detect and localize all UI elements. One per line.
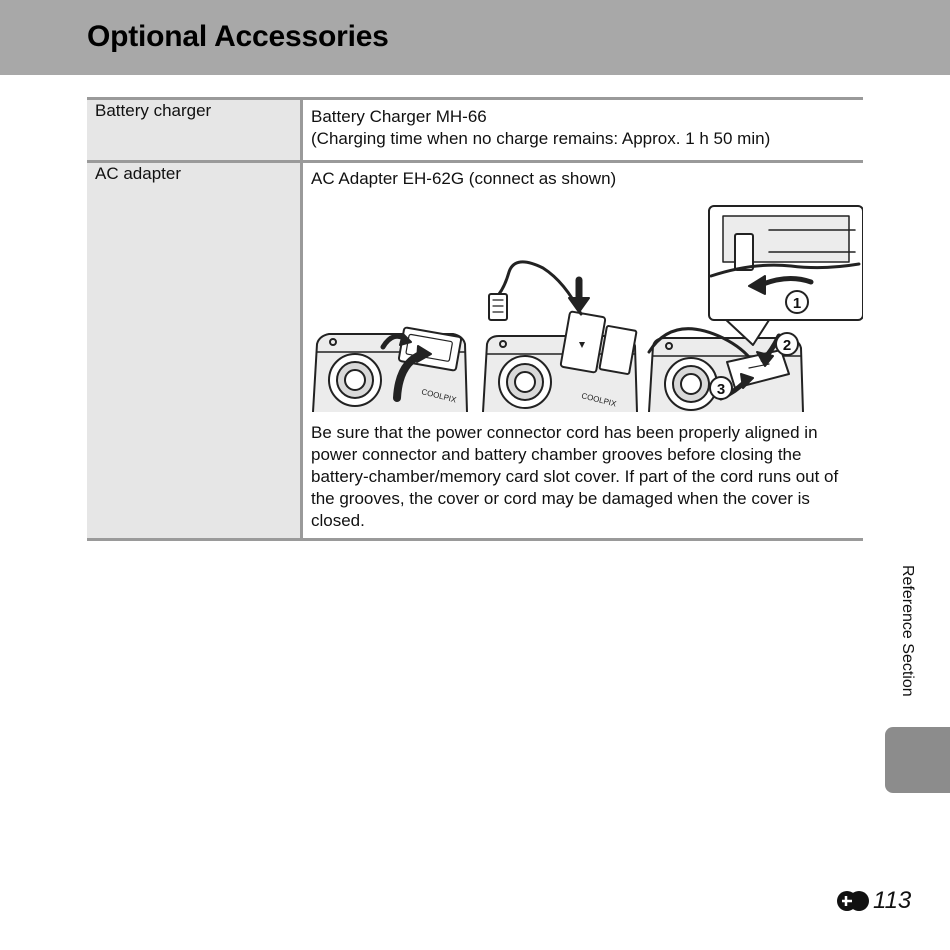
- side-tab-label: Reference Section: [899, 565, 916, 697]
- page-number-text: 113: [873, 887, 912, 914]
- side-tab: [885, 727, 950, 793]
- inset-detail-view: [709, 206, 863, 345]
- description-line: AC Adapter EH-62G (connect as shown): [311, 169, 617, 188]
- page-title: Optional Accessories: [87, 20, 389, 53]
- step-1-mark: 1: [792, 295, 802, 312]
- ac-adapter-connection-illustration: [303, 202, 863, 412]
- reference-section-e-icon: [836, 890, 870, 912]
- step-3-mark: 3: [716, 381, 726, 398]
- connection-note: Be sure that the power connector cord has been properly aligned in power connector and battery chamber grooves before closing the battery-chamber/memory card slot cover. If part of the cord runs out of the grooves, the cover or cord may be damaged when the cover is closed.: [311, 423, 839, 530]
- camera-open-cover: [313, 327, 467, 412]
- row-label: AC adapter: [87, 162, 302, 540]
- row-description: [302, 162, 864, 540]
- page-header: [0, 0, 950, 75]
- row-label: Battery charger: [87, 99, 302, 162]
- camera-brand-text: COOLPIX: [580, 391, 618, 409]
- camera-brand-text: COOLPIX: [420, 387, 458, 405]
- row-description: [302, 99, 864, 162]
- step-2-mark: 2: [782, 337, 792, 354]
- camera-insert-connector: [483, 262, 637, 412]
- description-line: Battery Charger MH-66: [311, 107, 487, 126]
- camera-close-cover: [649, 329, 803, 412]
- accessories-table: [87, 97, 863, 541]
- description-line: (Charging time when no charge remains: Approx. 1 h 50 min): [311, 129, 771, 148]
- table-row: [87, 99, 863, 162]
- page-number: [836, 886, 911, 916]
- table-row: [87, 162, 863, 540]
